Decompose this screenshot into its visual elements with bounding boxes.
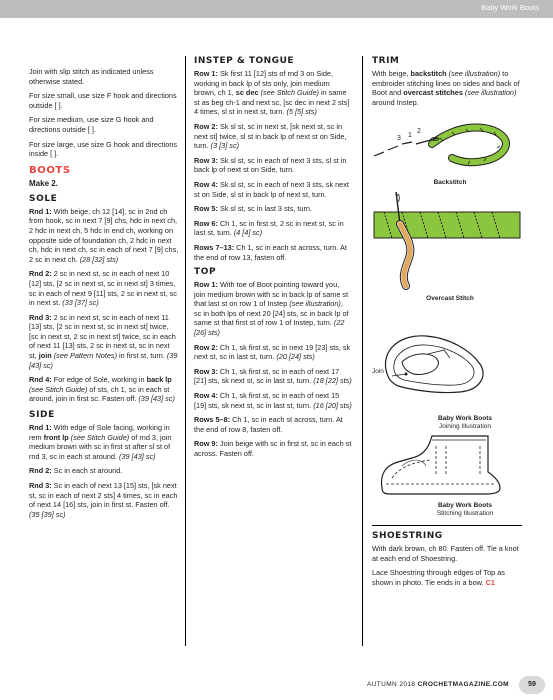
shoestring-heading: SHOESTRING [372,531,443,541]
column-2 [194,56,352,464]
running-title: Baby Work Boots [481,3,539,12]
side-heading: SIDE [29,410,55,421]
stitching-title: Baby Work Boots [437,502,493,509]
column-divider-right [362,56,363,646]
shoestring-divider [372,525,522,526]
sole-rnd-1: Rnd 1: With beige, ch 12 [14], sc in 2nd ch from hook, sc in next 7 [9] chs, hdc in next ch, 2 hdc in next ch, 5 hdc in end ch, working on opposite side of foundation ch, 2 hdc in next ch, hdc in next ch, sc in each of next 7 [9] chs, 2 sc in next ch. (28 [32] sts) [29,206,179,264]
shoestring-text-1: With dark brown, ch 80. Fasten off. Tie a knot at each end of Shoestring. [372,544,519,563]
size-large-note: For size large, use size G hook and directions inside [ ]. [29,139,178,159]
page-number: 59 [519,676,545,694]
column-divider-left [185,56,186,646]
backstitch-illustration [372,116,522,178]
top-row-9: Row 9: Join beige with sc in first st, sc in each st across. Fasten off. [194,439,352,458]
boots-heading: BOOTS [29,164,71,176]
joining-title: Baby Work Boots [437,415,493,422]
overcast-caption: Overcast Stitch [426,295,474,302]
top-row-2: Row 2: Ch 1, sk first st, sc in next 19 [23] sts, sk next st, sc in last st, turn. (20 [24] sts) [194,342,351,362]
side-rnd-2: Rnd 2: Sc in each st around. [29,466,123,476]
top-heading: TOP [194,267,217,278]
intro-note: Join with slip stitch as indicated unless otherwise stated. [29,67,154,86]
size-small-note: For size small, use size F hook and directions outside [ ]. [29,91,177,110]
footer-issue: AUTUMN 2018 CROCHETMAGAZINE.COM [366,681,509,688]
footer-site: CROCHETMAGAZINE.COM [417,681,509,688]
stitching-caption [420,502,510,518]
instep-row-3: Row 3: Sk sl st, sc in each of next 3 sts, sl st in back lp of next st on Side, turn. [194,155,347,175]
sole-rnd-2: Rnd 2: 2 sc in next st, sc in each of next 10 [12] sts, [2 sc in next st, sc in next st] 3 times, sc in each of next 9 [11] sts, 2 sc in next st, sc in next st. (33 [37] sc) [29,269,177,308]
top-row-4: Row 4: Ch 1, sk first st, sc in each of next 15 [19] sts, sk next st, sc in last st, turn. (16 [20] sts) [194,391,352,410]
trim-text: With beige, backstitch (see illustration) to embroider stitching lines on sides and back of Boot and overcast stitches (see illustration) around Instep. [372,69,520,107]
boots-make-count: Make 2. [29,178,58,188]
joining-subtitle: Joining Illustration [438,423,492,430]
trim-heading: TRIM [372,56,400,66]
instep-heading: INSTEP & TONGUE [194,56,295,66]
instep-row-1: Row 1: Sk first 11 [12] sts of rnd 3 on Side, working in back lp of sts only, join medium brown, ch 1, sc dec (see Stitch Guide) in same st as beg ch-1 and next sc, [sc dec in next 2 sts] 4 times, sl st in next st, turn. (5 [5] sts) [194,69,350,117]
column-1 [29,67,179,524]
side-rnd-3: Rnd 3: Sc in each of next 13 [15] sts, [sk next st, sc in each of next 2 sts] 4 times, sc in each of next 14 [16] sts, join in first st. Fasten off. (35 [39] sc) [29,481,178,519]
sole-rnd-3: Rnd 3: 2 sc in next st, sc in each of next 11 [13] sts, [2 sc in next st, sc in next st] twice, [sc in next st, 2 sc in next st] twice, sc in each of next 11 [13] sts, 2 sc in next st, sc in next st, join (see Pattern Notes) in first st, turn. (39 [43] sc) [29,312,178,370]
join-label: Join [372,368,384,375]
joining-illustration [372,330,522,410]
shoestring-text-2: Lace Shoestring through edges of Top as shown in photo. Tie ends in a bow. C1 [372,568,505,587]
backstitch-caption: Backstitch [433,179,467,186]
footer [0,675,553,695]
size-medium-note: For size medium, use size G hook and directions outside [ ]. [29,115,154,134]
backstitch-num-1: 1 [408,132,412,139]
instep-row-6: Row 6: Ch 1, sc in first st, 2 sc in next st, sc in last st, turn. (4 [4] sc) [194,218,344,238]
instep-row-5: Row 5: Sk sl st, sc in last 3 sts, turn. [194,204,312,214]
instep-rows-7-13: Rows 7–13: Ch 1, sc in each st across, turn. At the end of row 13, fasten off. [194,242,347,262]
stitching-illustration [376,432,526,498]
column-3 [372,56,530,112]
backstitch-num-3: 3 [397,135,401,142]
top-row-1: Row 1: With toe of Boot pointing toward you, join medium brown with sc in back lp of same st that last st on row 1 of Instep (see illustration), sc in both lps of next 20 [24] sts, sc in back lp of same st that first st of row 1 of Instep, turn. (22 [26] sts) [194,280,349,338]
header-bar [0,0,553,18]
stitching-subtitle: Stitching Illustration [436,510,494,517]
shoestring-section [372,531,522,592]
instep-row-4: Row 4: Sk sl st, sc in each of next 3 sts, sk next st on Side, sl st in back lp of next st, turn. [194,179,349,199]
side-rnd-1: Rnd 1: With edge of Sole facing, working in rem front lp (see Stitch Guide) of rnd 3, join medium brown with sc in first st after sl st of rnd 3, sc in each st around. (39 [43] sc) [29,423,172,461]
sole-heading: SOLE [29,193,58,204]
top-rows-5-8: Rows 5–8: Ch 1, sc in each st across, turn. At the end of row 8, fasten off. [194,415,343,434]
top-row-3: Row 3: Ch 1, sk first st, sc in each of next 17 [21] sts, sk next st, sc in last st, turn. (18 [22] sts) [194,366,352,386]
backstitch-num-2: 2 [417,128,421,135]
joining-caption [420,415,510,431]
end-mark: C1 [485,577,495,587]
overcast-illustration [372,192,522,290]
instep-row-2: Row 2: Sk sl st, sc in next st, [sk next st, sc in next st] twice, sl st in back lp of next st on Side, turn. (3 [3] sc) [194,121,347,151]
sole-rnd-4: Rnd 4: For edge of Sole, working in back lp (see Stitch Guide) of sts, ch 1, sc in each st around, join in first sc. Fasten off. (39 [43] sc) [29,375,175,404]
